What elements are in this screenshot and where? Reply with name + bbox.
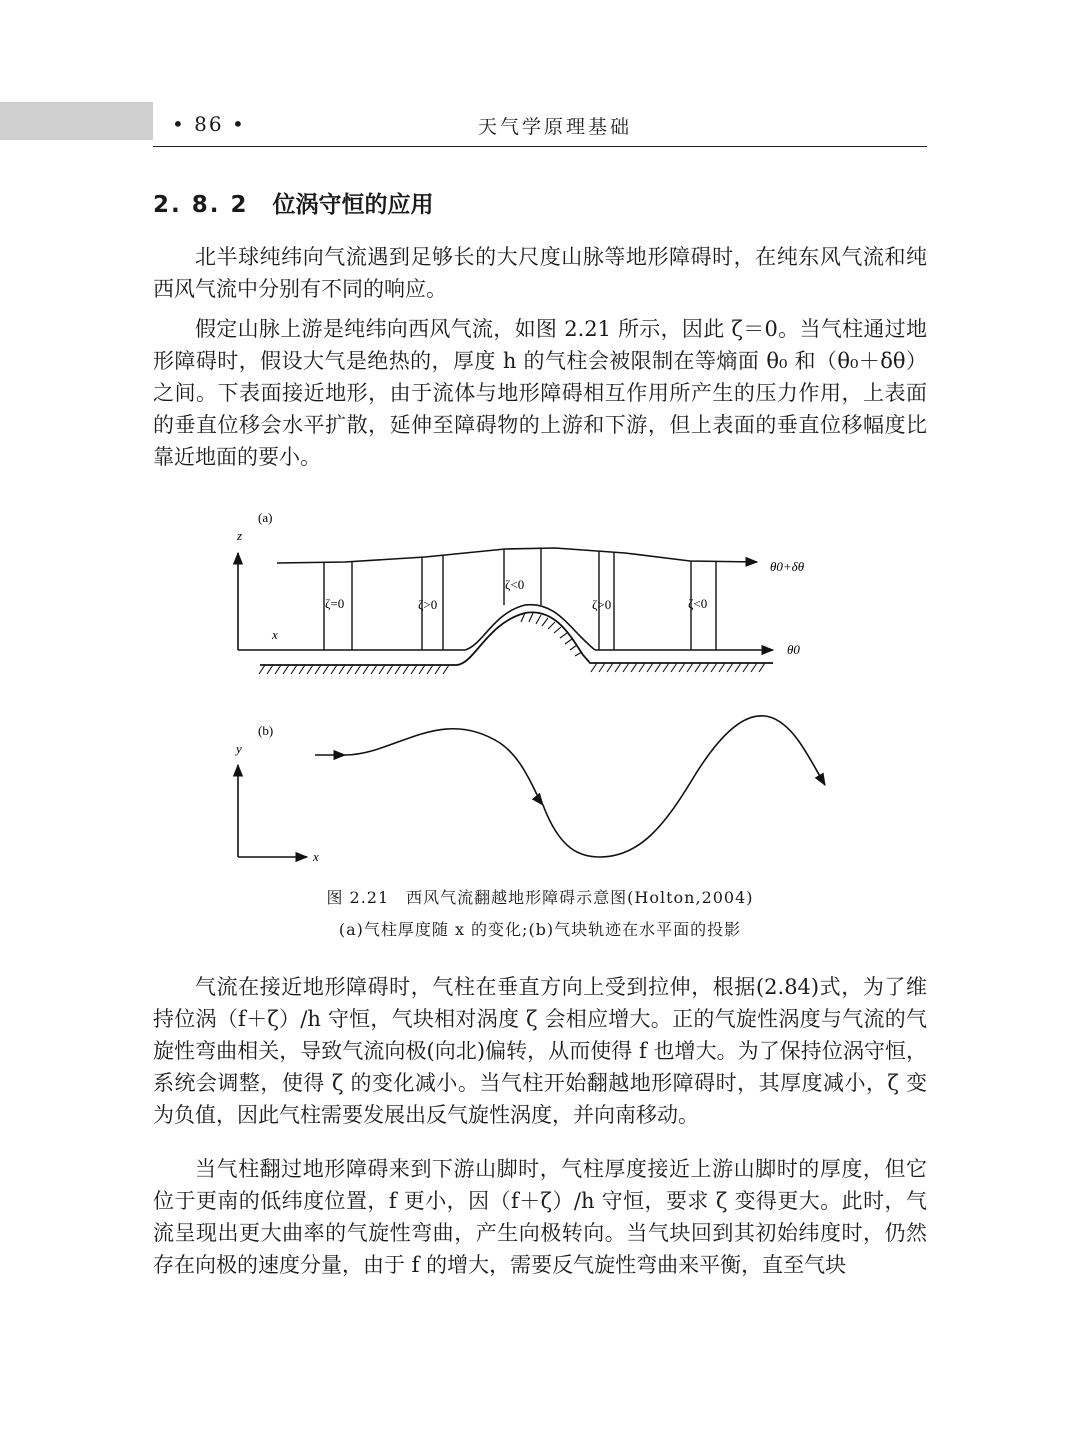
panel-b-x-label: x [313, 849, 319, 864]
terrain-hatch-right [591, 663, 765, 672]
air-columns [324, 549, 716, 650]
section-heading [153, 186, 434, 219]
section-number: 2. 8. 2 [153, 192, 249, 218]
running-head: 天气学原理基础 [477, 116, 632, 138]
theta0-label: θ0 [787, 642, 800, 657]
panel-b-y-label: y [236, 741, 242, 756]
terrain-surface [260, 612, 773, 665]
page-number: • 86 • [172, 112, 246, 136]
figure-caption-title: 图 2.21 西风气流翻越地形障碍示意图(Holton,2004) [326, 888, 754, 907]
theta0-plus-dtheta-label: θ0+δθ [770, 559, 805, 574]
header-rule [153, 146, 927, 147]
paragraph-1: 北半球纯纬向气流遇到足够长的大尺度山脉等地形障碍时，在纯东风气流和纯西风气流中分别有不同的响应。 [153, 245, 927, 301]
vorticity-label-3: ζ<0 [505, 577, 525, 592]
trajectory-segment-2 [543, 716, 825, 857]
terrain-hatch-mountain [521, 613, 582, 656]
panel-b-label: (b) [258, 723, 274, 738]
paragraph-4: 当气柱翻过地形障碍来到下游山脚时，气柱厚度接近上游山脚时的厚度，但它位于更南的低纬度位置，f 更小，因（f＋ζ）/h 守恒，要求 ζ 变得更大。此时，气流呈现出更大曲率的气旋性弯曲，产生向极转向。当气块回到其初始纬度时，仍然存在向极的速度分量，由于 f 的增大，需要反气旋性弯曲来平衡，直至气块 [153, 1157, 927, 1277]
vorticity-label-4: ζ>0 [592, 597, 612, 612]
panel-a-label: (a) [258, 510, 273, 525]
vorticity-label-5: ζ<0 [688, 596, 708, 611]
figure-2-21 [225, 505, 845, 879]
trajectory-segment-1 [345, 729, 543, 805]
vorticity-label-2: ζ>0 [418, 597, 438, 612]
panel-a-x-label: x [272, 627, 278, 642]
section-title: 位涡守恒的应用 [272, 192, 434, 218]
terrain-hatch-left [259, 665, 449, 674]
paragraph-3: 气流在接近地形障碍时，气柱在垂直方向上受到拉伸，根据(2.84)式，为了维持位涡（f＋ζ）/h 守恒，气块相对涡度 ζ 会相应增大。正的气旋性涡度与气流的气旋性弯曲相关，导致气流向极(向北)偏转，从而使得 f 也增大。为了保持位涡守恒，系统会调整，使得 ζ 的变化减小。当气柱开始翻越地形障碍时，其厚度减小，ζ 变为负值，因此气柱需要发展出反气旋性涡度，并向南移动。 [153, 975, 927, 1127]
figure-svg [225, 505, 845, 875]
paragraph-2: 假定山脉上游是纯纬向西风气流，如图 2.21 所示，因此 ζ＝0。当气柱通过地形障碍时，假设大气是绝热的，厚度 h 的气柱会被限制在等熵面 θ₀ 和（θ₀＋δθ）之间。下表面接近地形，由于流体与地形障碍相互作用所产生的压力作用，上表面的垂直位移会水平扩散，延伸至障碍物的上游和下游，但上表面的垂直位移幅度比靠近地面的要小。 [153, 317, 927, 469]
figure-caption-subtitle: (a)气柱厚度随 x 的变化;(b)气块轨迹在水平面的投影 [338, 920, 742, 939]
panel-a-z-label: z [237, 528, 243, 543]
theta0-plus-dtheta-line [277, 548, 757, 563]
vorticity-label-1: ζ=0 [325, 596, 345, 611]
